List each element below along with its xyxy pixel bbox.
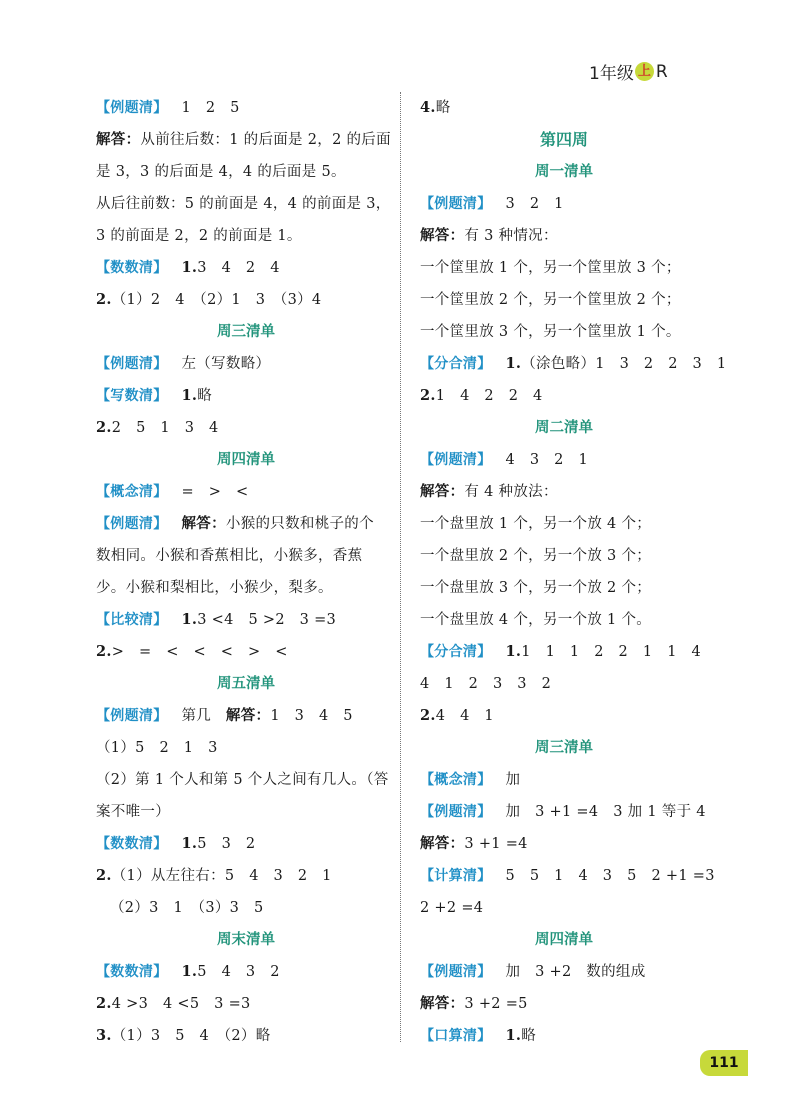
answer-line: 少。小猴和梨相比，小猴少，梨多。 bbox=[96, 580, 333, 596]
answer-line: 一个盘里放 4 个，另一个放 1 个。 bbox=[420, 612, 652, 628]
page-number: 111 bbox=[700, 1050, 748, 1076]
answer-line: 【数数清】 1.5 3 2 bbox=[96, 835, 256, 852]
answer-line: 2.1 4 2 2 4 bbox=[420, 387, 543, 404]
section-heading: 周二清单 bbox=[535, 420, 593, 436]
answer-line: 解答：3 +2 =5 bbox=[420, 995, 528, 1012]
answer-line: 数相同。小猴和香蕉相比，小猴多，香蕉 bbox=[96, 548, 363, 564]
answer-line: 4 1 2 3 3 2 bbox=[420, 676, 552, 692]
answer-line: 解答：从前往后数：1 的后面是 2，2 的后面 bbox=[96, 131, 391, 148]
answer-line: 一个盘里放 2 个，另一个放 3 个； bbox=[420, 548, 652, 564]
answer-line: 2 +2 =4 bbox=[420, 900, 484, 916]
answer-line: 解答：3 +1 =4 bbox=[420, 835, 528, 852]
section-heading: 周三清单 bbox=[535, 740, 593, 756]
section-tag: 【例题清】 bbox=[96, 708, 168, 724]
answer-line: 2.2 5 1 3 4 bbox=[96, 419, 219, 436]
section-tag: 【例题清】 bbox=[420, 964, 492, 980]
section-heading: 周四清单 bbox=[217, 452, 275, 468]
answer-line: 解答：有 4 种放法： bbox=[420, 483, 558, 500]
answer-line: 一个筐里放 3 个，另一个筐里放 1 个。 bbox=[420, 324, 681, 340]
answer-line: 【例题清】 加 3 +1 =4 3 加 1 等于 4 bbox=[420, 804, 706, 820]
section-heading: 周三清单 bbox=[217, 324, 275, 340]
answer-line: 2.（1）2 4 （2）1 3 （3）4 bbox=[96, 291, 322, 308]
grade-label bbox=[589, 59, 668, 84]
answer-line: 一个盘里放 3 个，另一个放 2 个； bbox=[420, 580, 652, 596]
answer-line: 【例题清】 第几 解答：1 3 4 5 bbox=[96, 707, 353, 724]
grade-text: 1年级 bbox=[589, 64, 634, 84]
answer-line: 【例题清】 加 3 +2 数的组成 bbox=[420, 964, 646, 980]
answer-line: 【比较清】 1.3 <4 5 >2 3 =3 bbox=[96, 611, 337, 628]
section-tag: 【例题清】 bbox=[96, 516, 168, 532]
answer-line: 【计算清】 5 5 1 4 3 5 2 +1 =3 bbox=[420, 868, 715, 884]
answer-line: 【数数清】 1.3 4 2 4 bbox=[96, 259, 280, 276]
section-tag: 【分合清】 bbox=[420, 644, 492, 660]
section-tag: 【比较清】 bbox=[96, 612, 168, 628]
section-tag: 【概念清】 bbox=[420, 772, 492, 788]
answer-line: 【分合清】 1.1 1 1 2 2 1 1 4 bbox=[420, 643, 702, 660]
answer-line: 【分合清】 1.（涂色略）1 3 2 2 3 1 bbox=[420, 355, 727, 372]
section-tag: 【例题清】 bbox=[420, 804, 492, 820]
answer-line: 【例题清】 左（写数略） bbox=[96, 356, 271, 372]
answer-line: 是 3，3 的后面是 4，4 的后面是 5。 bbox=[96, 164, 346, 180]
section-tag: 【写数清】 bbox=[96, 388, 168, 404]
answer-line: 2.4 >3 4 <5 3 =3 bbox=[96, 995, 251, 1012]
answer-line: 2.（1）从左往右：5 4 3 2 1 bbox=[96, 867, 332, 884]
grade-edition: R bbox=[655, 61, 668, 82]
answer-line: 【概念清】 加 bbox=[420, 772, 521, 788]
answer-line: （2）3 1 （3）3 5 bbox=[110, 900, 264, 916]
section-tag: 【例题清】 bbox=[420, 196, 492, 212]
section-tag: 【例题清】 bbox=[96, 356, 168, 372]
answer-line: 【概念清】 = > < bbox=[96, 484, 249, 500]
column-divider bbox=[400, 92, 401, 1042]
section-tag: 【例题清】 bbox=[96, 100, 168, 116]
section-tag: 【概念清】 bbox=[96, 484, 168, 500]
answer-line: 一个筐里放 2 个，另一个筐里放 2 个； bbox=[420, 292, 681, 308]
answer-line: 【写数清】 1.略 bbox=[96, 387, 213, 404]
answer-line: 【数数清】 1.5 4 3 2 bbox=[96, 963, 280, 980]
grade-circle-badge: 上 bbox=[635, 62, 654, 81]
week-heading: 第四周 bbox=[539, 130, 588, 149]
answer-line: 4.略 bbox=[420, 99, 451, 116]
answer-line: 3.（1）3 5 4 （2）略 bbox=[96, 1027, 271, 1044]
answer-line: 【例题清】 4 3 2 1 bbox=[420, 452, 589, 468]
answer-line: 从后往前数：5 的前面是 4，4 的前面是 3， bbox=[96, 196, 391, 212]
answer-line: 2.> = < < < > < bbox=[96, 643, 288, 660]
answer-line: 一个盘里放 1 个，另一个放 4 个； bbox=[420, 516, 652, 532]
section-tag: 【例题清】 bbox=[420, 452, 492, 468]
section-tag: 【数数清】 bbox=[96, 836, 168, 852]
section-tag: 【分合清】 bbox=[420, 356, 492, 372]
answer-line: 3 的前面是 2，2 的前面是 1。 bbox=[96, 228, 302, 244]
answer-line: （2）第 1 个人和第 5 个人之间有几人。（答 bbox=[96, 772, 389, 788]
answer-line: 【例题清】 1 2 5 bbox=[96, 100, 240, 116]
section-heading: 周末清单 bbox=[217, 932, 275, 948]
answer-line: 案不唯一） bbox=[96, 804, 170, 820]
section-heading: 周一清单 bbox=[535, 164, 593, 180]
section-tag: 【计算清】 bbox=[420, 868, 492, 884]
section-tag: 【数数清】 bbox=[96, 260, 168, 276]
section-heading: 周五清单 bbox=[217, 676, 275, 692]
answer-line: 【例题清】 3 2 1 bbox=[420, 196, 564, 212]
answer-line: 【口算清】 1.略 bbox=[420, 1027, 537, 1044]
answer-line: 2.4 4 1 bbox=[420, 707, 494, 724]
section-tag: 【数数清】 bbox=[96, 964, 168, 980]
answer-line: （1）5 2 1 3 bbox=[96, 740, 218, 756]
section-tag: 【口算清】 bbox=[420, 1028, 492, 1044]
answer-line: 【例题清】 解答：小猴的只数和桃子的个 bbox=[96, 515, 374, 532]
answer-line: 一个筐里放 1 个，另一个筐里放 3 个； bbox=[420, 260, 681, 276]
section-heading: 周四清单 bbox=[535, 932, 593, 948]
answer-line: 解答：有 3 种情况： bbox=[420, 227, 558, 244]
